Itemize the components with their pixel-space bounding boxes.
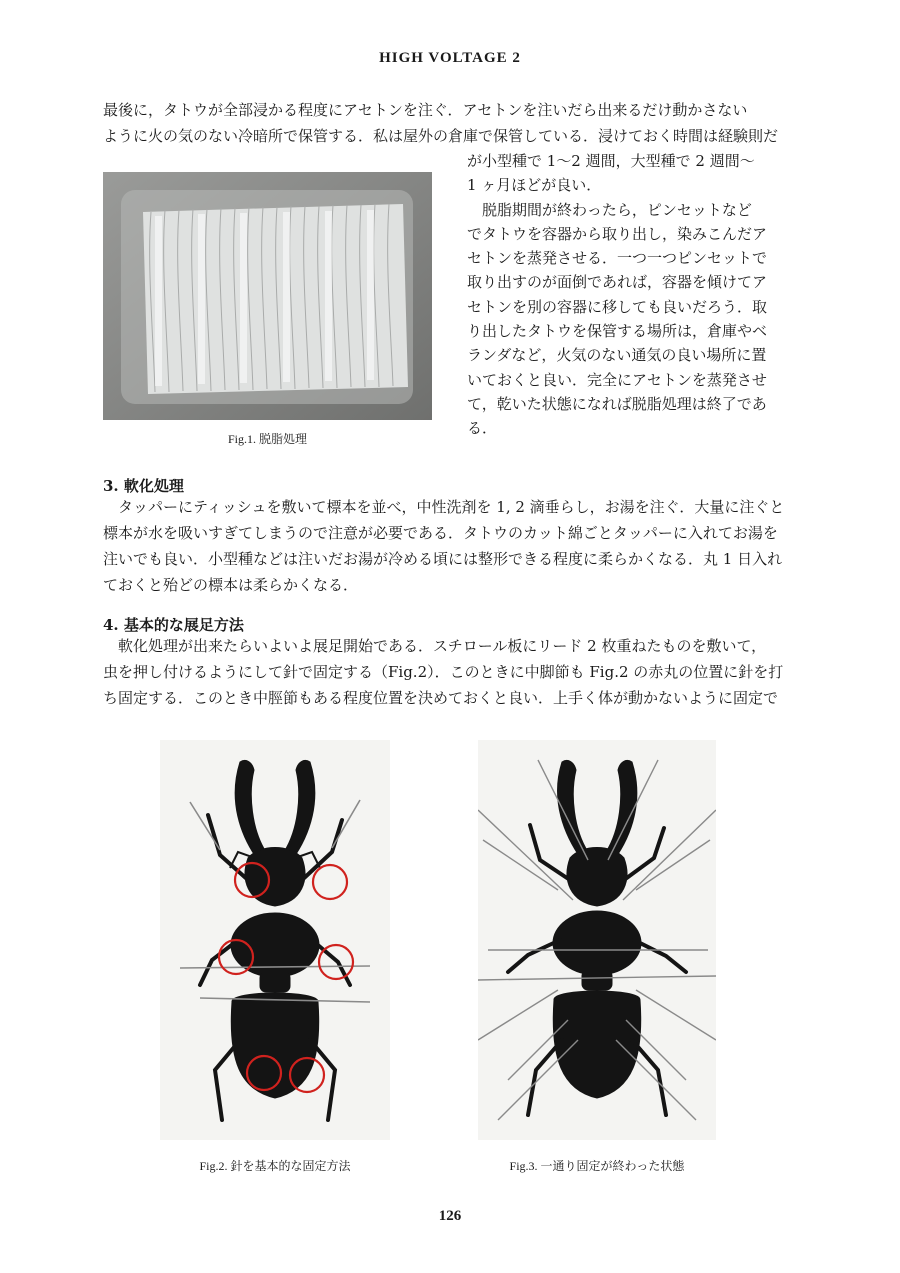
section3-heading: 3. 軟化処理 bbox=[103, 477, 184, 495]
page-number: 126 bbox=[438, 1208, 462, 1224]
section3-line: ておくと殆どの標本は柔らかくなる． bbox=[103, 576, 359, 594]
intro-col-line: セトンを別の容器に移しても良いだろう．取 bbox=[467, 297, 768, 316]
fig1-illustration bbox=[103, 172, 432, 420]
intro-col-line: いておくと良い．完全にアセトンを蒸発させ bbox=[467, 370, 767, 389]
paper-packets bbox=[143, 204, 408, 394]
intro-col-line: 取り出すのが面倒であれば，容器を傾けてア bbox=[467, 273, 768, 292]
section3-line: 注いでも良い．小型種などは注いだお湯が冷める頃には整形できる程度に柔らかくなる．丸 1 日入れ bbox=[103, 550, 783, 568]
fig2-photo bbox=[160, 740, 390, 1140]
intro-col-line: セトンを蒸発させる．一つ一つピンセットで bbox=[467, 249, 768, 268]
fig2-caption: Fig.2. 針を基本的な固定方法 bbox=[199, 1159, 351, 1173]
intro-column bbox=[467, 149, 783, 441]
section4-line: 虫を押し付けるようにして針で固定する（Fig.2）．このときに中脚節も Fig.2 の赤丸の位置に針を打 bbox=[103, 663, 784, 681]
intro-col-line: る． bbox=[467, 419, 498, 438]
fig3-photo bbox=[478, 740, 716, 1140]
intro-col-line: でタトウを容器から取り出し，染みこんだア bbox=[467, 224, 768, 243]
fig3-illustration bbox=[478, 740, 716, 1140]
intro-col-line: ランダなど，火気のない通気の良い場所に置 bbox=[467, 346, 767, 365]
intro-col-line: が小型種で 1〜2 週間，大型種で 2 週間〜 bbox=[467, 152, 755, 170]
section4-heading: 4. 基本的な展足方法 bbox=[103, 616, 244, 634]
intro-col-line: 1 ヶ月ほどが良い． bbox=[467, 176, 602, 195]
section3-line: タッパーにティッシュを敷いて標本を並べ，中性洗剤を 1, 2 滴垂らし，お湯を注ぐ．大量に注ぐと bbox=[103, 498, 785, 516]
section4-line: ち固定する．このとき中脛節もある程度位置を決めておくと良い．上手く体が動かないように固定で bbox=[103, 689, 779, 707]
fig2-illustration bbox=[160, 740, 390, 1140]
beetle-specimen bbox=[508, 760, 686, 1115]
beetle-specimen bbox=[200, 760, 350, 1120]
section4-line: 軟化処理が出来たらいよいよ展足開始である．スチロール板にリード 2 枚重ねたものを敷いて， bbox=[103, 637, 767, 655]
running-head: HIGH VOLTAGE 2 bbox=[379, 50, 521, 66]
fig1-photo bbox=[103, 172, 432, 420]
intro-paragraph bbox=[103, 97, 783, 149]
fig1-caption: Fig.1. 脱脂処理 bbox=[227, 432, 307, 446]
intro-line: 最後に，タトウが全部浸かる程度にアセトンを注ぐ．アセトンを注いだら出来るだけ動かさない bbox=[103, 101, 748, 119]
intro-line: ように火の気のない冷暗所で保管する．私は屋外の倉庫で保管している．浸けておく時間は経験則だ bbox=[103, 127, 779, 145]
intro-col-line: り出したタトウを保管する場所は，倉庫やベ bbox=[467, 322, 768, 341]
section3-paragraph bbox=[103, 494, 783, 598]
intro-col-line: 脱脂期間が終わったら，ピンセットなど bbox=[467, 200, 752, 219]
section3-line: 標本が水を吸いすぎてしまうので注意が必要である．タトウのカット綿ごとタッパーに入れてお湯を bbox=[103, 524, 778, 542]
section4-paragraph bbox=[103, 633, 783, 711]
fig3-caption: Fig.3. 一通り固定が終わった状態 bbox=[509, 1159, 685, 1173]
intro-col-line: て，乾いた状態になれば脱脂処理は終了であ bbox=[467, 394, 767, 413]
